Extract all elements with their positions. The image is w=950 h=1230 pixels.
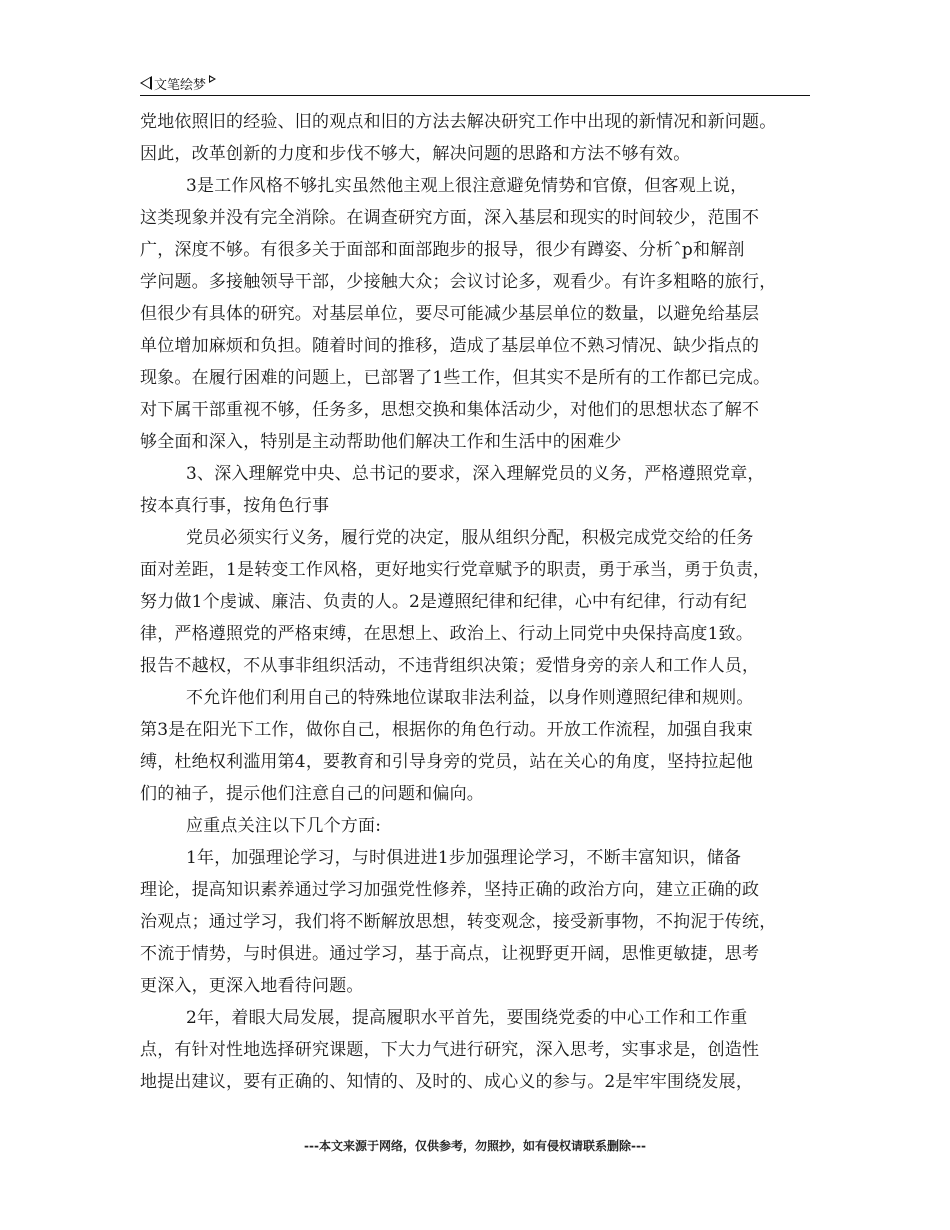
text-line: 广，深度不够。有很多关于面部和面部跑步的报导，很少有蹲姿、分析ˆp和解剖 bbox=[140, 240, 745, 260]
text-line: 们的袖子，提示他们注意自己的问题和偏向。 bbox=[140, 784, 484, 804]
text-line: 不流于情势，与时俱进。通过学习，基于高点，让视野更开阔，思惟更敏捷，思考 bbox=[140, 944, 760, 964]
text-line: 点，有针对性地选择研究课题，下大力气进行研究，深入思考，实事求是，创造性 bbox=[140, 1040, 760, 1060]
text-line: 缚，杜绝权利滥用第4，要教育和引导身旁的党员，站在关心的角度，坚持拉起他 bbox=[140, 752, 754, 772]
text-line: 第3是在阳光下工作，做你自己，根据你的角色行动。开放工作流程，加强自我束 bbox=[140, 720, 754, 740]
text-line: 报告不越权，不从事非组织活动，不违背组织决策；爱惜身旁的亲人和工作人员， bbox=[140, 656, 760, 676]
text-line: 3是工作风格不够扎实虽然他主观上很注意避免情势和官僚，但客观上说， bbox=[186, 176, 748, 196]
page-footer: ---本文来源于网络，仅供参考，勿照抄，如有侵权请联系删除--- bbox=[304, 1139, 646, 1153]
text-line: 应重点关注以下几个方面: bbox=[186, 816, 382, 836]
text-line: 党员必须实行义务，履行党的决定，服从组织分配，积极完成党交给的任务 bbox=[186, 528, 754, 548]
text-line: 地提出建议，要有正确的、知情的、及时的、成心义的参与。2是牢牢围绕发展， bbox=[140, 1072, 754, 1092]
text-line: 理论，提高知识素养通过学习加强党性修养，坚持正确的政治方向，建立正确的政 bbox=[140, 880, 760, 900]
text-line: 因此，改革创新的力度和步伐不够大，解决问题的思路和方法不够有效。 bbox=[140, 144, 691, 164]
text-line: 1年，加强理论学习，与时俱进进1步加强理论学习，不断丰富知识，储备 bbox=[186, 848, 742, 868]
text-line: 这类现象并没有完全消除。在调查研究方面，深入基层和现实的时间较少，范围不 bbox=[140, 208, 760, 228]
text-line: 按本真行事，按角色行事 bbox=[140, 496, 330, 516]
text-line: 对下属干部重视不够，任务多，思想交换和集体活动少，对他们的思想状态了解不 bbox=[140, 400, 760, 420]
page-header bbox=[140, 72, 810, 94]
text-line: 律，严格遵照党的严格束缚，在思想上、政治上、行动上同党中央保持高度1致。 bbox=[140, 624, 754, 644]
text-line: 单位增加麻烦和负担。随着时间的推移，造成了基层单位不熟习情况、缺少指点的 bbox=[140, 336, 760, 356]
text-line: 治观点；通过学习，我们将不断解放思想，转变观念，接受新事物，不拘泥于传统， bbox=[140, 912, 777, 932]
text-line: 够全面和深入，特别是主动帮助他们解决工作和生活中的困难少 bbox=[140, 432, 622, 452]
text-line: 3、深入理解党中央、总书记的要求，深入理解党员的义务，严格遵照党章， bbox=[186, 464, 765, 484]
text-line: 但很少有具体的研究。对基层单位，要尽可能减少基层单位的数量，以避免给基层 bbox=[140, 304, 760, 324]
text-line: 学问题。多接触领导干部，少接触大众；会议讨论多，观看少。有许多粗略的旅行， bbox=[140, 272, 777, 292]
text-line: 党地依照旧的经验、旧的观点和旧的方法去解决研究工作中出现的新情况和新问题。 bbox=[140, 112, 777, 132]
text-line: 面对差距，1是转变工作风格，更好地实行党章赋予的职责，勇于承当，勇于负责， bbox=[140, 560, 771, 580]
document-body bbox=[140, 106, 815, 1098]
text-line: 不允许他们利用自己的特殊地位谋取非法利益，以身作则遵照纪律和规则。 bbox=[186, 688, 754, 708]
right-triangle-icon bbox=[209, 75, 216, 83]
text-line: 努力做1个虔诚、廉洁、负责的人。2是遵照纪律和纪律，心中有纪律，行动有纪 bbox=[140, 592, 747, 612]
text-line: 更深入，更深入地看待问题。 bbox=[140, 976, 364, 996]
text-line: 2年，着眼大局发展，提高履职水平首先，要围绕党委的中心工作和工作重 bbox=[186, 1008, 748, 1028]
header-title: 文笔绘梦 bbox=[154, 77, 207, 93]
header-divider bbox=[140, 95, 810, 96]
left-triangle-icon bbox=[140, 76, 152, 90]
text-line: 现象。在履行困难的问题上，已部署了1些工作，但其实不是所有的工作都已完成。 bbox=[140, 368, 771, 388]
